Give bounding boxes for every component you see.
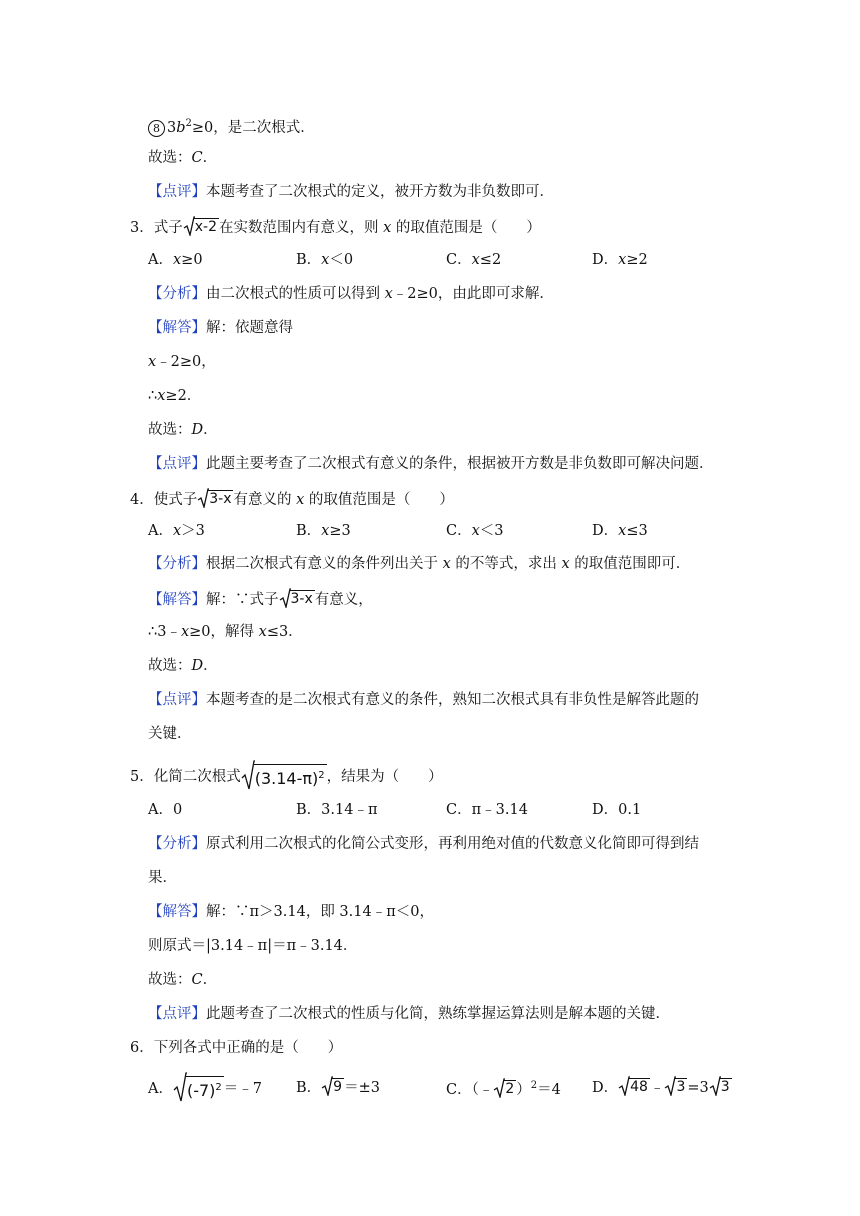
option-b[interactable]: B．x＜0	[296, 252, 354, 268]
comment-line: 【点评】本题考查了二次根式的定义，被开方数为非负数即可．	[148, 184, 554, 200]
solution-line-8: 8 $3b^2\ge 0$，是二次根式．	[148, 114, 315, 138]
comment-line: 【点评】此题主要考查了二次根式有意义的条件，根据被开方数是非负数即可解决问题．	[148, 456, 714, 472]
comment-tag: 【点评】	[148, 456, 206, 472]
option-a[interactable]: A．x＞3	[148, 523, 205, 539]
choose-line: 故选：D．	[148, 422, 218, 438]
option-d[interactable]: D． 48 ﹣ 3 =3 3	[592, 1076, 732, 1098]
comment-line-continued: 关键．	[148, 726, 192, 742]
question-4: 4．使式子 3-x 有意义的 x 的取值范围是（ ）	[130, 488, 454, 510]
solution-step: ∴x≥2．	[148, 388, 202, 404]
option-a[interactable]: A．x≥0	[148, 252, 203, 268]
radical: 3	[664, 1076, 687, 1096]
analysis-tag: 【分析】	[148, 286, 206, 302]
circled-number: 8	[148, 120, 165, 137]
answer-tag: 【解答】	[148, 592, 206, 608]
analysis-tag: 【分析】	[148, 836, 206, 852]
answer-tag: 【解答】	[148, 320, 206, 336]
option-c[interactable]: C．（﹣ 2 ）$^2$＝4	[446, 1080, 561, 1098]
option-c[interactable]: C．x≤2	[446, 252, 502, 268]
choose-line: 故选：C．	[148, 972, 218, 988]
radical: 2	[493, 1078, 516, 1098]
question-5: 5．化简二次根式 $(3.14-\pi)^2$ ，结果为（ ）	[130, 760, 443, 790]
question-6: 6．下列各式中正确的是（ ）	[130, 1040, 343, 1056]
solution-step: ∴3﹣x≥0，解得 x≤3．	[148, 624, 303, 640]
radical: 48	[618, 1076, 650, 1096]
comment-tag: 【点评】	[148, 184, 206, 200]
solution-step: 则原式＝|3.14﹣π|＝π﹣3.14．	[148, 938, 358, 954]
analysis-line: 【分析】根据二次根式有意义的条件列出关于 x 的不等式，求出 x 的取值范围即可．	[148, 556, 691, 572]
analysis-line: 【分析】原式利用二次根式的化简公式变形，再利用绝对值的代数意义化简即可得到结	[148, 836, 699, 852]
comment-tag: 【点评】	[148, 692, 206, 708]
option-a[interactable]: A．0	[148, 802, 183, 818]
question-3: 3．式子 x-2 在实数范围内有意义，则 x 的取值范围是（ ）	[130, 216, 541, 238]
option-b[interactable]: B．3.14﹣π	[296, 802, 378, 818]
option-d[interactable]: D．x≥2	[592, 252, 648, 268]
radical: 3	[709, 1076, 732, 1096]
option-a[interactable]: A． $(-7)^2$ ＝﹣7	[148, 1072, 262, 1102]
answer-line: 【解答】解：∵π＞3.14，即 3.14﹣π＜0，	[148, 904, 434, 920]
choose-line: 故选：C．	[148, 150, 218, 166]
answer-line: 【解答】解：∵式子 3-x 有意义，	[148, 588, 373, 610]
analysis-line-continued: 果．	[148, 870, 177, 886]
comment-line: 【点评】此题考查了二次根式的性质与化简，熟练掌握运算法则是解本题的关键．	[148, 1006, 670, 1022]
option-d[interactable]: D．x≤3	[592, 523, 648, 539]
analysis-tag: 【分析】	[148, 556, 206, 572]
solution-step: x﹣2≥0，	[148, 354, 216, 370]
option-c[interactable]: C．x＜3	[446, 523, 504, 539]
radical: x-2	[183, 216, 219, 236]
answer-tag: 【解答】	[148, 904, 206, 920]
radical: $(-7)^2$	[173, 1072, 224, 1102]
answer-line: 【解答】解：依题意得	[148, 320, 293, 336]
analysis-line: 【分析】由二次根式的性质可以得到 x﹣2≥0，由此即可求解．	[148, 286, 554, 302]
choose-line: 故选：D．	[148, 658, 218, 674]
radical: 3-x	[197, 488, 233, 508]
radical: 3-x	[279, 588, 315, 608]
option-c[interactable]: C．π﹣3.14	[446, 802, 528, 818]
option-d[interactable]: D．0.1	[592, 802, 642, 818]
comment-tag: 【点评】	[148, 1006, 206, 1022]
comment-line: 【点评】本题考查的是二次根式有意义的条件，熟知二次根式具有非负性是解答此题的	[148, 692, 699, 708]
radical: $(3.14-\pi)^2$	[241, 760, 327, 790]
option-b[interactable]: B． 9 ＝±3	[296, 1076, 380, 1098]
radical: 9	[321, 1076, 344, 1096]
option-b[interactable]: B．x≥3	[296, 523, 351, 539]
